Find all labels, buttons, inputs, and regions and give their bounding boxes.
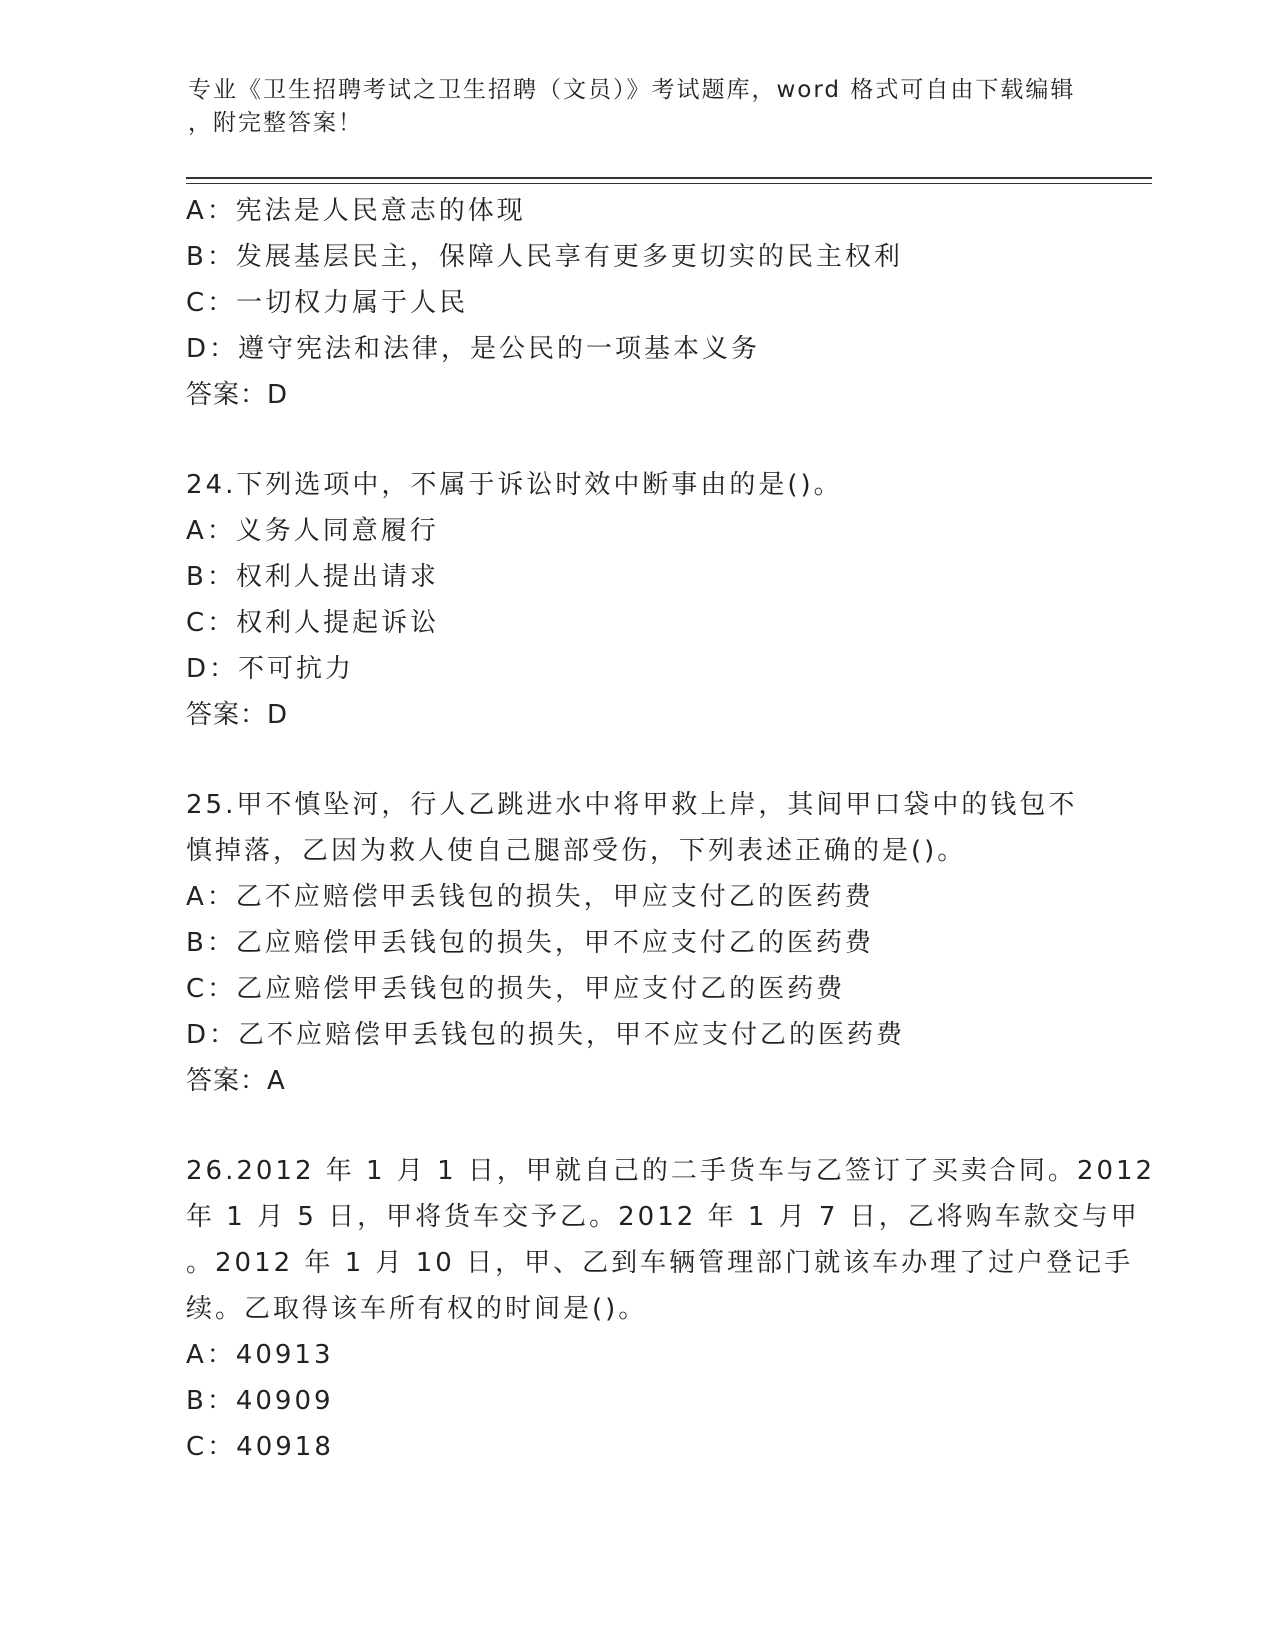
question-stem-line-3: 。2012 年 1 月 10 日，甲、乙到车辆管理部门就该车办理了过户登记手 [186, 1248, 1134, 1278]
question-stem: 24.下列选项中，不属于诉讼时效中断事由的是()。 [186, 470, 843, 500]
spacer [186, 738, 1086, 782]
option-c: C：权利人提起诉讼 [186, 608, 440, 638]
option-c: C：40918 [186, 1432, 334, 1462]
header-line-2: ，附完整答案！ [188, 110, 363, 136]
header-divider-thin [186, 183, 1152, 184]
question-list [186, 188, 1156, 1470]
header-divider-thick [186, 177, 1152, 179]
option-a: A：宪法是人民意志的体现 [186, 196, 526, 226]
question-stem-line-1: 25.甲不慎坠河，行人乙跳进水中将甲救上岸，其间甲口袋中的钱包不 [186, 790, 1078, 820]
answer: 答案：A [186, 1066, 286, 1096]
question-stem-line-4: 续。乙取得该车所有权的时间是()。 [186, 1294, 648, 1324]
option-b: B：40909 [186, 1386, 334, 1416]
document-header [188, 74, 1088, 140]
option-b: B：权利人提出请求 [186, 562, 439, 592]
option-b: B：乙应赔偿甲丢钱包的损失，甲不应支付乙的医药费 [186, 928, 874, 958]
question-stem-line-1: 26.2012 年 1 月 1 日，甲就自己的二手货车与乙签订了买卖合同。2012 [186, 1156, 1156, 1186]
question-25 [186, 782, 1086, 1104]
option-a: A：乙不应赔偿甲丢钱包的损失，甲应支付乙的医药费 [186, 882, 874, 912]
option-d: D：遵守宪法和法律，是公民的一项基本义务 [186, 334, 761, 364]
option-b: B：发展基层民主，保障人民享有更多更切实的民主权利 [186, 242, 903, 272]
option-a: A：40913 [186, 1340, 334, 1370]
answer: 答案：D [186, 700, 289, 730]
question-stem-line-2: 慎掉落，乙因为救人使自己腿部受伤，下列表述正确的是()。 [186, 836, 967, 866]
answer: 答案：D [186, 380, 289, 410]
option-a: A：义务人同意履行 [186, 516, 439, 546]
option-d: D：不可抗力 [186, 654, 355, 684]
question-26 [186, 1148, 1156, 1470]
question-24 [186, 462, 1086, 738]
header-line-1: 专业《卫生招聘考试之卫生招聘（文员）》考试题库，word 格式可自由下载编辑 [188, 77, 1076, 103]
option-d: D：乙不应赔偿甲丢钱包的损失，甲不应支付乙的医药费 [186, 1020, 906, 1050]
option-c: C：乙应赔偿甲丢钱包的损失，甲应支付乙的医药费 [186, 974, 846, 1004]
spacer [186, 1104, 1086, 1148]
spacer [186, 418, 1086, 462]
question-23 [186, 188, 1086, 418]
question-stem-line-2: 年 1 月 5 日，甲将货车交予乙。2012 年 1 月 7 日，乙将购车款交与甲 [186, 1202, 1140, 1232]
option-c: C：一切权力属于人民 [186, 288, 469, 318]
